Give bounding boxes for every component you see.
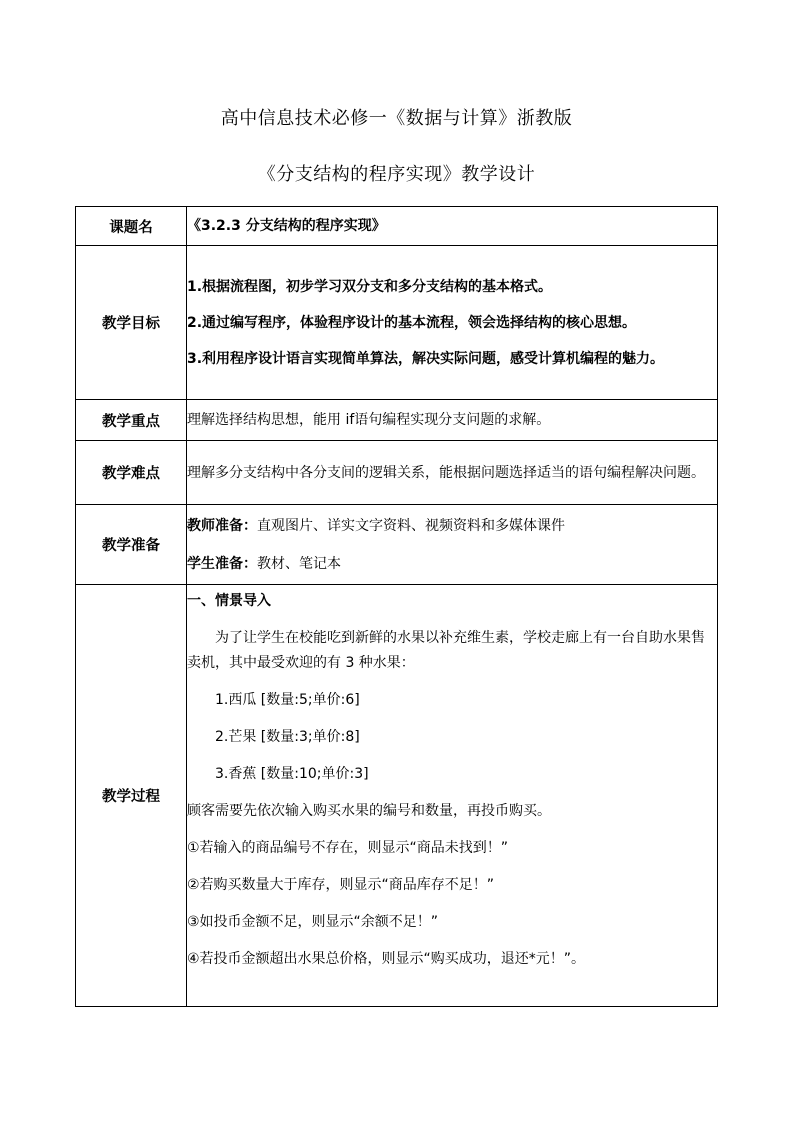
goal-item: 2.通过编写程序，体验程序设计的基本流程，领会选择结构的核心思想。: [187, 314, 637, 331]
row-label-process: 教学过程: [76, 585, 187, 1007]
row-label-goals: 教学目标: [76, 246, 187, 400]
row-label-topic: 课题名: [76, 207, 187, 246]
student-preparation-label: 学生准备：: [187, 555, 257, 572]
teacher-preparation-label: 教师准备：: [187, 517, 257, 534]
lesson-plan-table: [75, 206, 718, 1007]
student-preparation-text: 教材、笔记本: [257, 555, 341, 572]
table-row-process: [76, 585, 718, 1007]
topic-value: 《3.2.3 分支结构的程序实现》: [187, 207, 718, 246]
goals-cell: [187, 246, 718, 400]
table-row-preparation: [76, 505, 718, 585]
scenario-intro: 为了让学生在校能吃到新鲜的水果以补充维生素，学校走廊上有一台自助水果售卖机，其中最受欢迎的有 3 种水果：: [187, 630, 705, 671]
fruit-item: 2.芒果 [数量:3;单价:8]: [215, 729, 360, 745]
rule-item: ①若输入的商品编号不存在，则显示“商品未找到！”: [187, 840, 509, 856]
table-row-goals: [76, 246, 718, 400]
table-row-difficulties: [76, 441, 718, 505]
row-label-key-points: 教学重点: [76, 400, 187, 441]
preparation-cell: [187, 505, 718, 585]
section-heading: 一、情景导入: [187, 593, 271, 609]
table-row-key-points: [76, 400, 718, 441]
fruit-item: 3.香蕉 [数量:10;单价:3]: [215, 766, 369, 782]
process-cell: [187, 585, 718, 1007]
goal-item: 1.根据流程图，初步学习双分支和多分支结构的基本格式。: [187, 278, 553, 295]
rule-item: ④若投币金额超出水果总价格，则显示“购买成功，退还*元！”。: [187, 951, 586, 967]
document-title-line2: 《分支结构的程序实现》教学设计: [257, 164, 536, 185]
rule-item: ③如投币金额不足，则显示“余额不足！”: [187, 914, 439, 930]
teacher-preparation: [187, 515, 717, 537]
purchase-instruction: 顾客需要先依次输入购买水果的编号和数量，再投币购买。: [187, 803, 551, 819]
row-label-preparation: 教学准备: [76, 505, 187, 585]
key-points-value: 理解选择结构思想，能用 if语句编程实现分支问题的求解。: [187, 400, 718, 441]
table-row-topic: [76, 207, 718, 246]
fruit-item: 1.西瓜 [数量:5;单价:6]: [215, 692, 360, 708]
document-title-line1: 高中信息技术必修一《数据与计算》浙教版: [220, 108, 573, 129]
goal-item: 3.利用程序设计语言实现简单算法，解决实际问题，感受计算机编程的魅力。: [187, 350, 665, 367]
student-preparation: [187, 553, 717, 575]
difficulties-value: 理解多分支结构中各分支间的逻辑关系，能根据问题选择适当的语句编程解决问题。: [187, 441, 718, 505]
teacher-preparation-text: 直观图片、详实文字资料、视频资料和多媒体课件: [257, 517, 565, 534]
rule-item: ②若购买数量大于库存，则显示“商品库存不足！”: [187, 877, 495, 893]
row-label-difficulties: 教学难点: [76, 441, 187, 505]
